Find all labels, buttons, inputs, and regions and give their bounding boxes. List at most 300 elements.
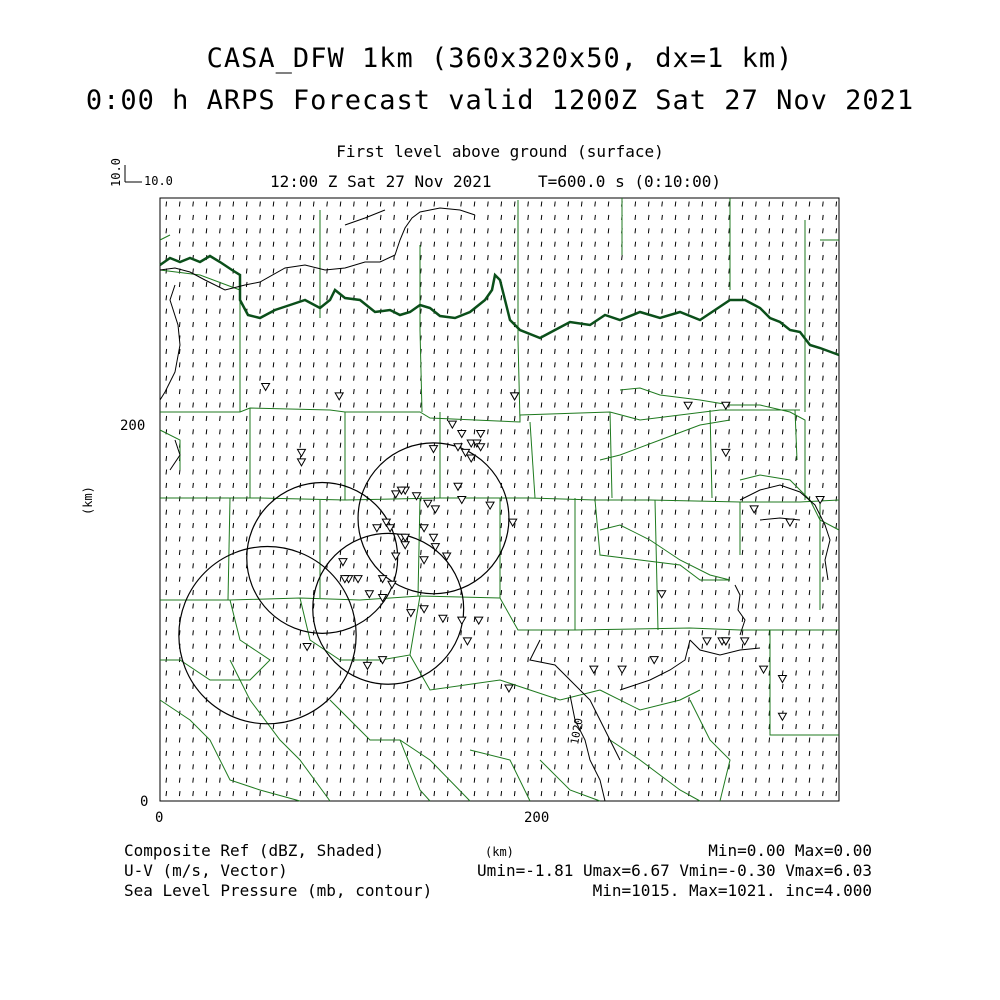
wind-vector (608, 590, 609, 595)
wind-vector (260, 764, 261, 769)
wind-vector (823, 791, 824, 796)
wind-vector (514, 202, 515, 207)
wind-vector (742, 269, 743, 274)
wind-vector (434, 215, 435, 220)
wind-vector (635, 202, 636, 207)
wind-vector (541, 282, 542, 287)
wind-vector (488, 322, 489, 327)
wind-vector (581, 711, 582, 716)
wind-vector (179, 496, 180, 501)
wind-vector (233, 684, 234, 689)
wind-vector (796, 255, 797, 260)
wind-vector (313, 671, 314, 676)
wind-vector (756, 255, 757, 260)
wind-vector (273, 202, 274, 207)
wind-vector (380, 724, 381, 729)
wind-vector (327, 242, 328, 247)
wind-vector (447, 349, 448, 354)
wind-vector (809, 255, 810, 260)
wind-vector (300, 376, 301, 381)
wind-vector (273, 228, 274, 233)
wind-vector (581, 202, 582, 207)
wind-vector (595, 764, 596, 769)
wind-vector (581, 537, 582, 542)
wind-vector (300, 202, 301, 207)
wind-vector (782, 537, 783, 542)
wind-vector (528, 202, 529, 207)
wind-vector (287, 416, 288, 421)
wind-vector (327, 228, 328, 233)
wind-vector (246, 362, 247, 367)
wind-vector (555, 470, 556, 475)
wind-vector (461, 510, 462, 515)
wind-vector (595, 510, 596, 515)
wind-vector (461, 711, 462, 716)
wind-vector (354, 577, 355, 582)
wind-vector (715, 255, 716, 260)
wind-vector (220, 322, 221, 327)
wind-vector (220, 429, 221, 434)
wind-vector (662, 550, 663, 555)
wind-vector (206, 336, 207, 341)
wind-vector (394, 242, 395, 247)
wind-vector (193, 483, 194, 488)
wind-vector (313, 255, 314, 260)
wind-vector (340, 470, 341, 475)
wind-vector (675, 228, 676, 233)
wind-vector (287, 604, 288, 609)
wind-vector (220, 724, 221, 729)
wind-vector (220, 483, 221, 488)
wind-vector (715, 510, 716, 515)
wind-vector (836, 577, 837, 582)
wind-vector (635, 590, 636, 595)
wind-vector (581, 295, 582, 300)
wind-vector (394, 764, 395, 769)
wind-vector (608, 389, 609, 394)
wind-vector (488, 684, 489, 689)
wind-vector (555, 550, 556, 555)
wind-vector (689, 657, 690, 662)
wind-vector (474, 604, 475, 609)
wind-vector (836, 604, 837, 609)
wind-vector (273, 697, 274, 702)
wind-vector (434, 617, 435, 622)
wind-vector (729, 228, 730, 233)
wind-vector (380, 376, 381, 381)
wind-vector (608, 510, 609, 515)
wind-vector (434, 295, 435, 300)
wind-vector (246, 242, 247, 247)
wind-vector (488, 751, 489, 756)
wind-vector (193, 523, 194, 528)
wind-vector (488, 523, 489, 528)
wind-vector (474, 563, 475, 568)
wind-vector (608, 228, 609, 233)
wind-vector (756, 523, 757, 528)
wind-vector (340, 537, 341, 542)
wind-vector (568, 630, 569, 635)
wind-vector (394, 470, 395, 475)
wind-vector (380, 791, 381, 796)
wind-vector (273, 604, 274, 609)
wind-vector (474, 376, 475, 381)
wind-vector (488, 510, 489, 515)
wind-vector (581, 604, 582, 609)
wind-vector (782, 470, 783, 475)
wind-vector (595, 630, 596, 635)
wind-vector (313, 242, 314, 247)
wind-vector (340, 577, 341, 582)
wind-vector (675, 590, 676, 595)
wind-vector (488, 671, 489, 676)
wind-vector (742, 764, 743, 769)
wind-vector (528, 389, 529, 394)
wind-vector (729, 483, 730, 488)
wind-vector (488, 657, 489, 662)
wind-vector (340, 309, 341, 314)
wind-vector (501, 510, 502, 515)
wind-vector (193, 711, 194, 716)
wind-vector (581, 657, 582, 662)
wind-vector (742, 429, 743, 434)
wind-vector (220, 362, 221, 367)
wind-vector (421, 215, 422, 220)
wind-vector (354, 403, 355, 408)
wind-vector (836, 282, 837, 287)
wind-vector (179, 684, 180, 689)
wind-vector (595, 228, 596, 233)
wind-vector (327, 483, 328, 488)
wind-vector (313, 443, 314, 448)
wind-vector (287, 644, 288, 649)
wind-vector (327, 778, 328, 783)
wind-vector (447, 510, 448, 515)
wind-vector (702, 336, 703, 341)
wind-vector (568, 295, 569, 300)
wind-vector (742, 537, 743, 542)
wind-vector (581, 550, 582, 555)
wind-vector (581, 470, 582, 475)
wind-vector (488, 711, 489, 716)
wind-vector (220, 309, 221, 314)
wind-vector (528, 738, 529, 743)
wind-vector (581, 443, 582, 448)
wind-vector (474, 362, 475, 367)
wind-vector (648, 349, 649, 354)
wind-vector (407, 510, 408, 515)
wind-vector (461, 470, 462, 475)
wind-vector (407, 429, 408, 434)
wind-vector (541, 778, 542, 783)
wind-vector (662, 778, 663, 783)
wind-vector (662, 443, 663, 448)
wind-vector (662, 644, 663, 649)
wind-vector (246, 269, 247, 274)
wind-vector (206, 657, 207, 662)
wind-vector (675, 483, 676, 488)
wind-vector (729, 563, 730, 568)
wind-vector (447, 215, 448, 220)
wind-vector (206, 376, 207, 381)
wind-vector (581, 269, 582, 274)
wind-vector (608, 791, 609, 796)
wind-vector (447, 537, 448, 542)
title-line-1: CASA_DFW 1km (360x320x50, dx=1 km) (206, 43, 794, 74)
wind-vector (220, 376, 221, 381)
wind-vector (327, 416, 328, 421)
wind-vector (501, 671, 502, 676)
wind-vector (608, 711, 609, 716)
wind-vector (836, 563, 837, 568)
wind-vector (166, 778, 167, 783)
wind-vector (260, 456, 261, 461)
wind-vector (702, 349, 703, 354)
wind-vector (689, 443, 690, 448)
wind-vector (367, 322, 368, 327)
wind-vector (179, 362, 180, 367)
wind-vector (514, 255, 515, 260)
wind-vector (246, 630, 247, 635)
wind-vector (206, 456, 207, 461)
wind-vector (595, 309, 596, 314)
wind-vector (434, 269, 435, 274)
wind-vector (809, 630, 810, 635)
wind-vector (287, 577, 288, 582)
wind-vector (340, 362, 341, 367)
wind-vector (809, 242, 810, 247)
wind-vector (179, 764, 180, 769)
wind-vector (434, 671, 435, 676)
wind-vector (474, 671, 475, 676)
wind-vector (729, 550, 730, 555)
wind-vector (715, 791, 716, 796)
wind-vector (166, 711, 167, 716)
wind-vector (501, 255, 502, 260)
wind-vector (622, 657, 623, 662)
wind-vector (756, 389, 757, 394)
wind-vector (367, 336, 368, 341)
wind-vector (541, 255, 542, 260)
wind-vector (273, 215, 274, 220)
wind-vector (461, 738, 462, 743)
wind-vector (541, 751, 542, 756)
wind-vector (715, 483, 716, 488)
wind-vector (528, 684, 529, 689)
wind-vector (555, 563, 556, 568)
wind-vector (501, 791, 502, 796)
wind-vector (689, 711, 690, 716)
wind-vector (528, 537, 529, 542)
wind-vector (179, 738, 180, 743)
wind-vector (514, 537, 515, 542)
wind-vector (742, 644, 743, 649)
wind-vector (769, 778, 770, 783)
wind-vector (488, 724, 489, 729)
wind-vector (434, 202, 435, 207)
wind-vector (488, 550, 489, 555)
wind-vector (354, 362, 355, 367)
wind-vector (206, 443, 207, 448)
wind-vector (434, 724, 435, 729)
wind-vector (595, 523, 596, 528)
wind-vector (447, 295, 448, 300)
wind-vector (287, 269, 288, 274)
wind-vector (447, 764, 448, 769)
wind-vector (648, 322, 649, 327)
wind-vector (233, 537, 234, 542)
wind-vector (769, 282, 770, 287)
wind-vector (394, 563, 395, 568)
wind-vector (166, 751, 167, 756)
wind-vector (635, 791, 636, 796)
wind-vector (166, 563, 167, 568)
wind-vector (220, 684, 221, 689)
wind-vector (662, 309, 663, 314)
wind-vector (541, 604, 542, 609)
wind-vector (635, 496, 636, 501)
wind-vector (823, 376, 824, 381)
wind-vector (595, 483, 596, 488)
wind-vector (179, 523, 180, 528)
wind-vector (447, 523, 448, 528)
wind-vector (796, 724, 797, 729)
wind-vector (407, 242, 408, 247)
wind-vector (622, 590, 623, 595)
wind-vector (367, 684, 368, 689)
wind-vector (689, 322, 690, 327)
wind-vector (796, 791, 797, 796)
wind-vector (421, 724, 422, 729)
wind-vector (474, 282, 475, 287)
wind-vector (675, 738, 676, 743)
wind-vector (206, 389, 207, 394)
wind-vector (313, 228, 314, 233)
wind-vector (742, 456, 743, 461)
wind-vector (488, 255, 489, 260)
wind-vector (635, 470, 636, 475)
wind-vector (434, 228, 435, 233)
wind-vector (823, 537, 824, 542)
wind-vector (260, 604, 261, 609)
wind-vector (729, 215, 730, 220)
wind-vector (367, 389, 368, 394)
wind-vector (407, 563, 408, 568)
wind-vector (742, 362, 743, 367)
wind-vector (327, 295, 328, 300)
wind-vector (541, 322, 542, 327)
wind-vector (836, 671, 837, 676)
wind-vector (635, 242, 636, 247)
wind-vector (635, 671, 636, 676)
wind-vector (555, 751, 556, 756)
wind-vector (246, 295, 247, 300)
wind-vector (595, 416, 596, 421)
wind-vector (206, 282, 207, 287)
wind-vector (836, 644, 837, 649)
wind-vector (622, 322, 623, 327)
wind-vector (206, 403, 207, 408)
wind-vector (742, 778, 743, 783)
wind-vector (193, 242, 194, 247)
wind-vector (823, 724, 824, 729)
wind-vector (220, 697, 221, 702)
wind-vector (340, 483, 341, 488)
wind-vector (689, 336, 690, 341)
wind-vector (702, 791, 703, 796)
wind-vector (823, 764, 824, 769)
wind-vector (394, 644, 395, 649)
wind-vector (769, 269, 770, 274)
wind-vector (581, 671, 582, 676)
wind-vector (246, 215, 247, 220)
wind-vector (474, 389, 475, 394)
wind-vector (635, 537, 636, 542)
wind-vector (488, 604, 489, 609)
wind-vector (729, 697, 730, 702)
wind-vector (541, 697, 542, 702)
wind-vector (434, 657, 435, 662)
wind-vector (287, 456, 288, 461)
wind-vector (595, 403, 596, 408)
wind-vector (233, 711, 234, 716)
wind-vector (287, 202, 288, 207)
wind-vector (273, 510, 274, 515)
wind-vector (367, 537, 368, 542)
wind-vector (809, 215, 810, 220)
wind-vector (354, 429, 355, 434)
wind-vector (608, 630, 609, 635)
wind-vector (367, 309, 368, 314)
wind-vector (769, 496, 770, 501)
wind-vector (421, 202, 422, 207)
wind-vector (354, 269, 355, 274)
wind-vector (595, 389, 596, 394)
wind-vector (220, 644, 221, 649)
wind-vector (715, 778, 716, 783)
wind-vector (675, 429, 676, 434)
wind-vector (327, 657, 328, 662)
wind-vector (273, 523, 274, 528)
wind-vector (340, 202, 341, 207)
wind-vector (823, 550, 824, 555)
wind-vector (354, 751, 355, 756)
wind-vector (742, 751, 743, 756)
wind-vector (287, 778, 288, 783)
wind-vector (635, 550, 636, 555)
wind-vector (809, 563, 810, 568)
wind-vector (756, 617, 757, 622)
wind-vector (823, 510, 824, 515)
wind-vector (273, 738, 274, 743)
wind-vector (568, 242, 569, 247)
wind-vector (675, 242, 676, 247)
wind-vector (501, 309, 502, 314)
wind-vector (756, 496, 757, 501)
wind-vector (233, 282, 234, 287)
wind-vector (836, 537, 837, 542)
wind-vector (380, 563, 381, 568)
wind-vector (555, 630, 556, 635)
wind-vector (380, 429, 381, 434)
wind-vector (340, 336, 341, 341)
wind-vector (421, 697, 422, 702)
wind-vector (514, 630, 515, 635)
wind-vector (166, 470, 167, 475)
wind-vector (689, 590, 690, 595)
wind-vector (568, 429, 569, 434)
wind-vector (782, 671, 783, 676)
